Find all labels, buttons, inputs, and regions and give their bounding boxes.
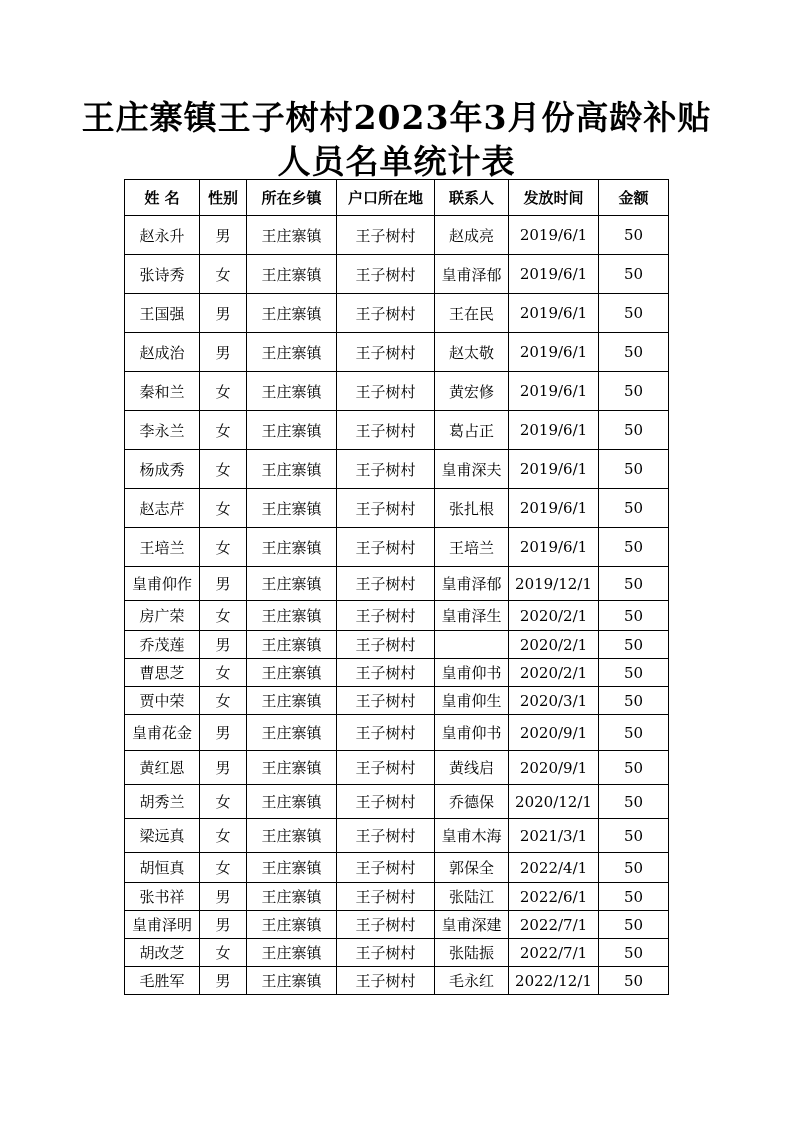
cell-name: 皇甫仰作	[125, 567, 200, 601]
table-row	[125, 911, 669, 939]
cell-township: 王庄寨镇	[247, 883, 337, 911]
cell-gender: 女	[200, 489, 247, 528]
cell-contact: 乔德保	[435, 785, 509, 819]
cell-gender: 男	[200, 911, 247, 939]
table-body	[125, 216, 669, 995]
cell-township: 王庄寨镇	[247, 939, 337, 967]
cell-name: 黄红恩	[125, 751, 200, 785]
cell-township: 王庄寨镇	[247, 819, 337, 853]
cell-amount: 50	[599, 216, 669, 255]
cell-name: 皇甫花金	[125, 715, 200, 751]
cell-residence: 王子树村	[337, 883, 435, 911]
cell-residence: 王子树村	[337, 967, 435, 995]
cell-issue-date: 2020/3/1	[509, 687, 599, 715]
cell-residence: 王子树村	[337, 450, 435, 489]
cell-name: 李永兰	[125, 411, 200, 450]
table-row	[125, 785, 669, 819]
cell-gender: 女	[200, 939, 247, 967]
cell-amount: 50	[599, 819, 669, 853]
table-row	[125, 967, 669, 995]
cell-contact: 张扎根	[435, 489, 509, 528]
cell-amount: 50	[599, 450, 669, 489]
cell-gender: 女	[200, 819, 247, 853]
cell-township: 王庄寨镇	[247, 631, 337, 659]
cell-township: 王庄寨镇	[247, 294, 337, 333]
table-header-row	[125, 180, 669, 216]
cell-contact: 皇甫泽郁	[435, 255, 509, 294]
table-row	[125, 567, 669, 601]
cell-name: 贾中荣	[125, 687, 200, 715]
cell-contact: 皇甫仰生	[435, 687, 509, 715]
cell-issue-date: 2022/7/1	[509, 939, 599, 967]
table-row	[125, 715, 669, 751]
cell-name: 赵成治	[125, 333, 200, 372]
cell-issue-date: 2019/12/1	[509, 567, 599, 601]
cell-issue-date: 2020/9/1	[509, 751, 599, 785]
cell-amount: 50	[599, 333, 669, 372]
cell-gender: 女	[200, 785, 247, 819]
table-row	[125, 853, 669, 883]
cell-amount: 50	[599, 372, 669, 411]
cell-township: 王庄寨镇	[247, 785, 337, 819]
cell-residence: 王子树村	[337, 601, 435, 631]
cell-amount: 50	[599, 411, 669, 450]
cell-contact: 皇甫木海	[435, 819, 509, 853]
cell-township: 王庄寨镇	[247, 853, 337, 883]
cell-gender: 男	[200, 294, 247, 333]
cell-issue-date: 2019/6/1	[509, 255, 599, 294]
column-header-contact: 联系人	[435, 180, 509, 216]
table-row	[125, 450, 669, 489]
cell-residence: 王子树村	[337, 294, 435, 333]
cell-issue-date: 2020/12/1	[509, 785, 599, 819]
table-row	[125, 372, 669, 411]
cell-amount: 50	[599, 631, 669, 659]
cell-township: 王庄寨镇	[247, 489, 337, 528]
cell-residence: 王子树村	[337, 715, 435, 751]
cell-contact: 郭保全	[435, 853, 509, 883]
cell-gender: 女	[200, 372, 247, 411]
cell-gender: 男	[200, 751, 247, 785]
table-row	[125, 528, 669, 567]
cell-contact: 黄线启	[435, 751, 509, 785]
cell-amount: 50	[599, 687, 669, 715]
cell-contact: 皇甫仰书	[435, 715, 509, 751]
cell-contact: 黄宏修	[435, 372, 509, 411]
table-row	[125, 631, 669, 659]
table-row	[125, 489, 669, 528]
cell-amount: 50	[599, 567, 669, 601]
cell-gender: 女	[200, 528, 247, 567]
cell-contact: 皇甫深夫	[435, 450, 509, 489]
cell-residence: 王子树村	[337, 659, 435, 687]
cell-residence: 王子树村	[337, 819, 435, 853]
cell-name: 王国强	[125, 294, 200, 333]
cell-contact: 葛占正	[435, 411, 509, 450]
cell-residence: 王子树村	[337, 939, 435, 967]
cell-contact: 毛永红	[435, 967, 509, 995]
cell-township: 王庄寨镇	[247, 216, 337, 255]
cell-amount: 50	[599, 883, 669, 911]
cell-issue-date: 2019/6/1	[509, 489, 599, 528]
cell-issue-date: 2019/6/1	[509, 294, 599, 333]
cell-issue-date: 2019/6/1	[509, 528, 599, 567]
cell-issue-date: 2019/6/1	[509, 411, 599, 450]
column-header-township: 所在乡镇	[247, 180, 337, 216]
cell-name: 胡改芝	[125, 939, 200, 967]
cell-township: 王庄寨镇	[247, 687, 337, 715]
cell-residence: 王子树村	[337, 751, 435, 785]
table-row	[125, 687, 669, 715]
cell-issue-date: 2022/4/1	[509, 853, 599, 883]
column-header-issue-date: 发放时间	[509, 180, 599, 216]
cell-contact: 赵太敬	[435, 333, 509, 372]
table-row	[125, 411, 669, 450]
cell-residence: 王子树村	[337, 333, 435, 372]
cell-residence: 王子树村	[337, 567, 435, 601]
cell-residence: 王子树村	[337, 489, 435, 528]
cell-gender: 男	[200, 333, 247, 372]
cell-township: 王庄寨镇	[247, 911, 337, 939]
cell-contact: 皇甫泽生	[435, 601, 509, 631]
column-header-name: 姓 名	[125, 180, 200, 216]
cell-name: 乔茂莲	[125, 631, 200, 659]
column-header-gender: 性别	[200, 180, 247, 216]
cell-township: 王庄寨镇	[247, 255, 337, 294]
cell-gender: 女	[200, 853, 247, 883]
cell-amount: 50	[599, 967, 669, 995]
cell-residence: 王子树村	[337, 528, 435, 567]
table-row	[125, 255, 669, 294]
cell-name: 曹思芝	[125, 659, 200, 687]
table-row	[125, 883, 669, 911]
cell-name: 张书祥	[125, 883, 200, 911]
cell-township: 王庄寨镇	[247, 528, 337, 567]
cell-township: 王庄寨镇	[247, 659, 337, 687]
table-row	[125, 819, 669, 853]
cell-issue-date: 2022/6/1	[509, 883, 599, 911]
cell-name: 杨成秀	[125, 450, 200, 489]
cell-issue-date: 2022/12/1	[509, 967, 599, 995]
cell-contact: 王培兰	[435, 528, 509, 567]
column-header-residence: 户口所在地	[337, 180, 435, 216]
cell-amount: 50	[599, 785, 669, 819]
cell-township: 王庄寨镇	[247, 967, 337, 995]
table-row	[125, 333, 669, 372]
cell-gender: 女	[200, 659, 247, 687]
cell-gender: 男	[200, 967, 247, 995]
cell-issue-date: 2019/6/1	[509, 216, 599, 255]
cell-township: 王庄寨镇	[247, 715, 337, 751]
cell-name: 赵永升	[125, 216, 200, 255]
cell-name: 梁远真	[125, 819, 200, 853]
cell-amount: 50	[599, 659, 669, 687]
cell-gender: 男	[200, 567, 247, 601]
cell-gender: 男	[200, 216, 247, 255]
cell-contact: 皇甫仰书	[435, 659, 509, 687]
cell-issue-date: 2019/6/1	[509, 333, 599, 372]
table-row	[125, 659, 669, 687]
cell-issue-date: 2020/2/1	[509, 659, 599, 687]
cell-gender: 女	[200, 255, 247, 294]
subsidy-roster-table	[124, 179, 669, 995]
cell-name: 秦和兰	[125, 372, 200, 411]
cell-name: 房广荣	[125, 601, 200, 631]
cell-gender: 女	[200, 450, 247, 489]
column-header-amount: 金额	[599, 180, 669, 216]
cell-amount: 50	[599, 911, 669, 939]
cell-name: 赵志芹	[125, 489, 200, 528]
table-row	[125, 601, 669, 631]
cell-name: 张诗秀	[125, 255, 200, 294]
table-row	[125, 294, 669, 333]
cell-issue-date: 2020/9/1	[509, 715, 599, 751]
cell-gender: 女	[200, 411, 247, 450]
cell-township: 王庄寨镇	[247, 567, 337, 601]
cell-amount: 50	[599, 528, 669, 567]
cell-residence: 王子树村	[337, 631, 435, 659]
cell-township: 王庄寨镇	[247, 751, 337, 785]
cell-township: 王庄寨镇	[247, 601, 337, 631]
cell-residence: 王子树村	[337, 785, 435, 819]
document-title-line-2: 人员名单统计表	[277, 142, 516, 181]
cell-gender: 男	[200, 631, 247, 659]
cell-amount: 50	[599, 601, 669, 631]
cell-amount: 50	[599, 853, 669, 883]
cell-issue-date: 2020/2/1	[509, 631, 599, 659]
cell-amount: 50	[599, 489, 669, 528]
cell-contact: 王在民	[435, 294, 509, 333]
cell-township: 王庄寨镇	[247, 372, 337, 411]
cell-issue-date: 2022/7/1	[509, 911, 599, 939]
cell-issue-date: 2020/2/1	[509, 601, 599, 631]
table-row	[125, 751, 669, 785]
cell-amount: 50	[599, 255, 669, 294]
cell-name: 皇甫泽明	[125, 911, 200, 939]
cell-residence: 王子树村	[337, 687, 435, 715]
cell-contact: 赵成亮	[435, 216, 509, 255]
cell-contact: 张陆振	[435, 939, 509, 967]
cell-name: 胡恒真	[125, 853, 200, 883]
cell-amount: 50	[599, 294, 669, 333]
cell-amount: 50	[599, 751, 669, 785]
document-title-line-1: 王庄寨镇王子树村2023年3月份高龄补贴	[81, 98, 712, 137]
cell-gender: 女	[200, 601, 247, 631]
cell-township: 王庄寨镇	[247, 450, 337, 489]
cell-residence: 王子树村	[337, 216, 435, 255]
cell-name: 胡秀兰	[125, 785, 200, 819]
cell-gender: 男	[200, 883, 247, 911]
cell-contact: 皇甫深建	[435, 911, 509, 939]
cell-contact: 张陆江	[435, 883, 509, 911]
cell-residence: 王子树村	[337, 372, 435, 411]
table-row	[125, 216, 669, 255]
cell-contact	[435, 631, 509, 659]
cell-residence: 王子树村	[337, 255, 435, 294]
cell-name: 毛胜军	[125, 967, 200, 995]
cell-township: 王庄寨镇	[247, 411, 337, 450]
cell-issue-date: 2021/3/1	[509, 819, 599, 853]
table-row	[125, 939, 669, 967]
cell-issue-date: 2019/6/1	[509, 372, 599, 411]
cell-gender: 男	[200, 715, 247, 751]
cell-residence: 王子树村	[337, 853, 435, 883]
cell-residence: 王子树村	[337, 911, 435, 939]
cell-amount: 50	[599, 715, 669, 751]
cell-residence: 王子树村	[337, 411, 435, 450]
cell-gender: 女	[200, 687, 247, 715]
cell-name: 王培兰	[125, 528, 200, 567]
cell-issue-date: 2019/6/1	[509, 450, 599, 489]
cell-township: 王庄寨镇	[247, 333, 337, 372]
cell-amount: 50	[599, 939, 669, 967]
cell-contact: 皇甫泽郁	[435, 567, 509, 601]
